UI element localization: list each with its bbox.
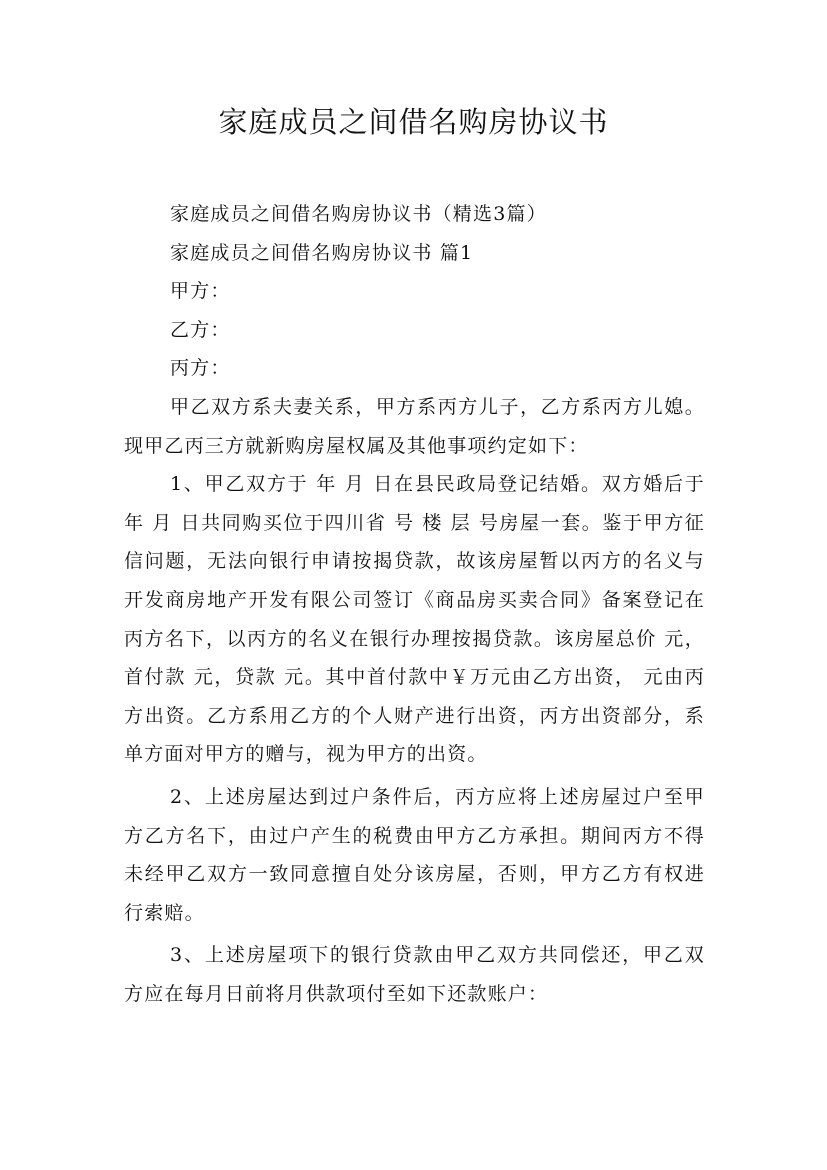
party-a-line: 甲方：	[170, 280, 231, 303]
paragraph-intro: 甲乙双方系夫妻关系，甲方系丙方儿子，乙方系丙方儿媳。现甲乙丙三方就新购房屋权属及其他事项约定如下：	[124, 395, 705, 457]
paragraph-clause-3: 3、上述房屋项下的银行贷款由甲乙双方共同偿还，甲乙双方应在每月日前将月供款项付至如下还款账户：	[124, 944, 705, 1005]
document-title: 家庭成员之间借名购房协议书	[218, 105, 609, 139]
document-subtitle: 家庭成员之间借名购房协议书（精选3篇）	[170, 203, 547, 225]
party-b-line: 乙方：	[170, 318, 231, 341]
party-c-line: 丙方：	[170, 357, 231, 380]
section-heading: 家庭成员之间借名购房协议书 篇1	[170, 241, 474, 264]
document-body	[124, 195, 705, 1013]
paragraph-clause-1: 1、甲乙双方于 年 月 日在县民政局登记结婚。双方婚后于年 月 日共同购买位于四川省 号 楼 层 号房屋一套。鉴于甲方征信问题，无法向银行申请按揭贷款，故该房屋暂以丙方的名义与开发商房地产开发有限公司签订《商品房买卖合同》备案登记在丙方名下，以丙方的名义在银行办理按揭贷款。该房屋总价 元，首付款 元，贷款 元。其中首付款中￥万元由乙方出资， 元由丙方出资。乙方系用乙方的个人财产进行出资，丙方出资部分，系单方面对甲方的赠与，视为甲方的出资。	[124, 473, 705, 766]
paragraph-clause-2: 2、上述房屋达到过户条件后，丙方应将上述房屋过户至甲方乙方名下，由过户产生的税费由甲方乙方承担。期间丙方不得未经甲乙双方一致同意擅自处分该房屋，否则，甲方乙方有权进行索赔。	[124, 785, 705, 924]
